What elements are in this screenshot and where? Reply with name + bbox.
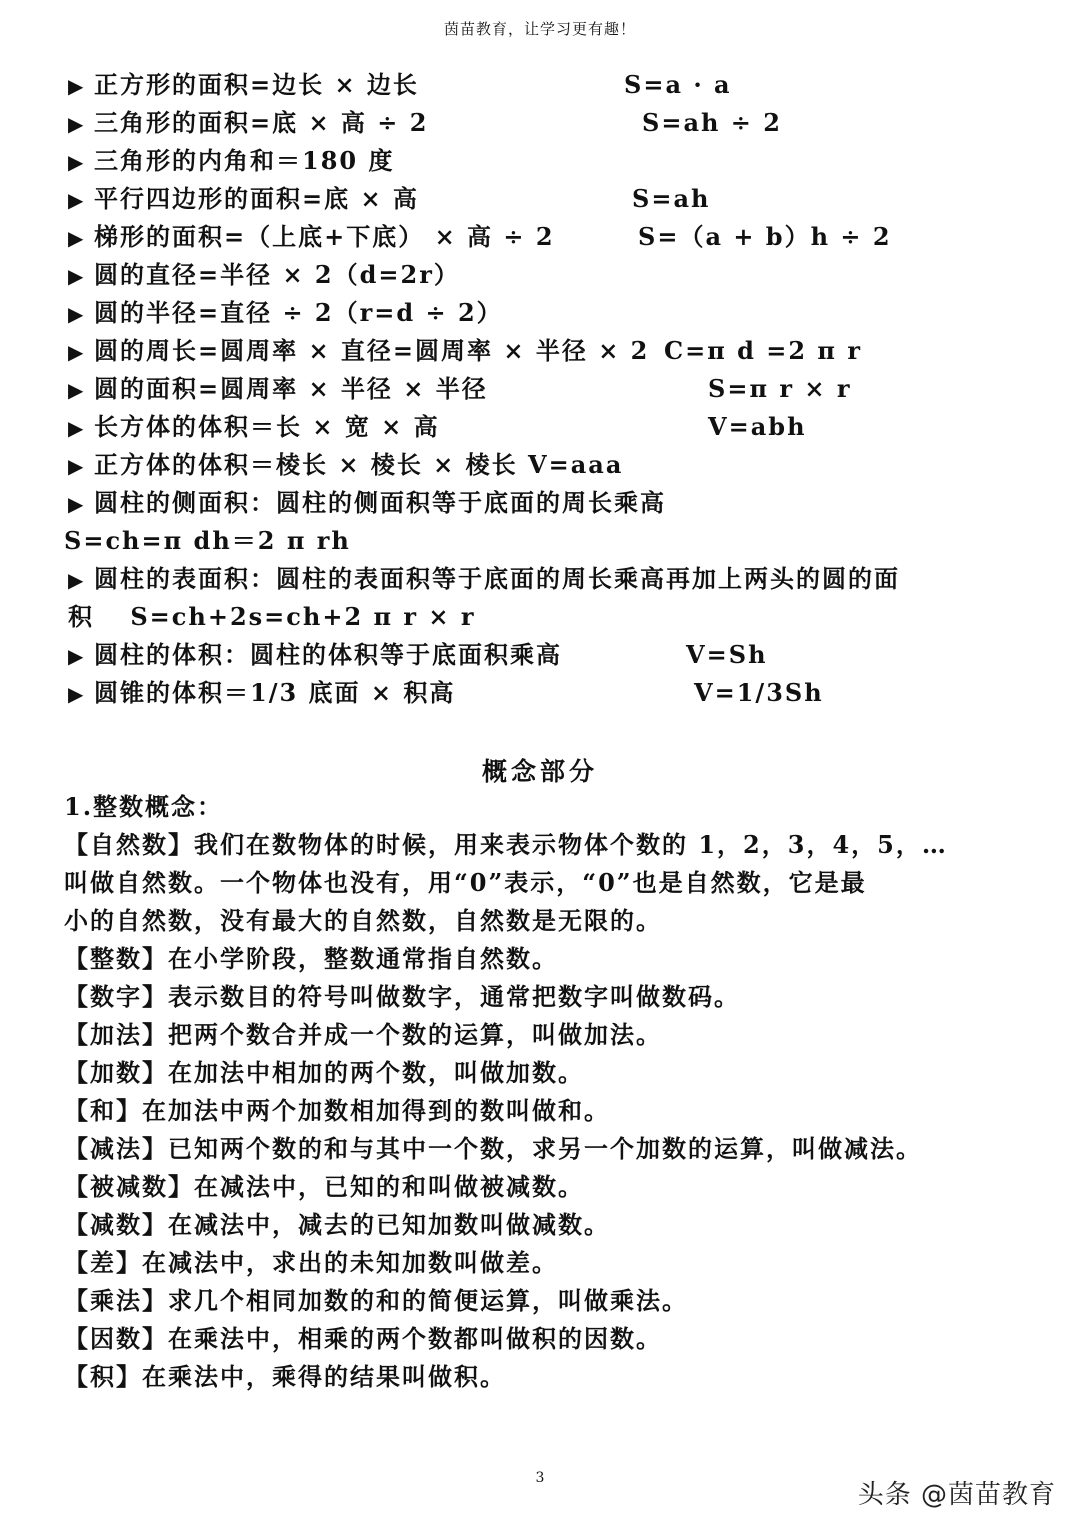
- formula-row: [68, 66, 1028, 104]
- formula-expression: S=（a + b）h ÷ 2: [638, 222, 892, 251]
- concept-line: 【差】在减法中，求出的未知加数叫做差。: [64, 1248, 558, 1277]
- formula-row: [68, 218, 1028, 256]
- formula-row: [68, 560, 1028, 598]
- triangle-bullet-icon: ▶: [68, 340, 84, 364]
- formula-expression: C=π d =2 π r: [664, 336, 862, 365]
- formula-expression: V=abh: [708, 412, 807, 441]
- triangle-bullet-icon: ▶: [68, 644, 84, 668]
- formula-row: [68, 104, 1028, 142]
- concept-subheading: 1.整数概念：: [64, 792, 224, 821]
- formula-description: 圆的面积=圆周率 × 半径 × 半径: [94, 374, 488, 403]
- formula-expression: S=ah ÷ 2: [642, 108, 782, 137]
- formula-description: 圆柱的侧面积：圆柱的侧面积等于底面的周长乘高: [94, 488, 666, 517]
- formula-description: 三角形的内角和＝180 度: [94, 146, 395, 175]
- triangle-bullet-icon: ▶: [68, 416, 84, 440]
- concept-line: 【数字】表示数目的符号叫做数字，通常把数字叫做数码。: [64, 982, 740, 1011]
- section-title: 概念部分: [481, 757, 598, 786]
- triangle-bullet-icon: ▶: [68, 454, 84, 478]
- formula-description: 圆柱的体积：圆柱的体积等于底面积乘高: [94, 640, 562, 669]
- formula-description: 梯形的面积=（上底+下底） × 高 ÷ 2: [94, 222, 555, 251]
- formula-description: 圆锥的体积＝1/3 底面 × 积高: [94, 678, 456, 707]
- page-number: 3: [535, 1470, 545, 1486]
- concept-line: 【和】在加法中两个加数相加得到的数叫做和。: [64, 1096, 610, 1125]
- triangle-bullet-icon: ▶: [68, 74, 84, 98]
- formula-row: [68, 332, 1028, 370]
- formula-row: [68, 446, 1028, 484]
- formula-expression: V=Sh: [686, 640, 768, 669]
- triangle-bullet-icon: ▶: [68, 112, 84, 136]
- triangle-bullet-icon: ▶: [68, 682, 84, 706]
- concept-line: 【乘法】求几个相同加数的和的简便运算，叫做乘法。: [64, 1286, 688, 1315]
- formula-row: [68, 142, 1028, 180]
- formula-description: 正方体的体积＝棱长 × 棱长 × 棱长 V=aaa: [94, 450, 624, 479]
- concept-line: 【整数】在小学阶段，整数通常指自然数。: [64, 944, 558, 973]
- formula-description: 圆的周长=圆周率 × 直径=圆周率 × 半径 × 2: [94, 336, 650, 365]
- concept-line: 【加法】把两个数合并成一个数的运算，叫做加法。: [64, 1020, 662, 1049]
- concept-line: 【减法】已知两个数的和与其中一个数，求另一个加数的运算，叫做减法。: [64, 1134, 922, 1163]
- formula-expression: S=ah: [632, 184, 711, 213]
- formula-expression: S=a · a: [624, 70, 732, 99]
- watermark: 头条 @茵苗教育: [857, 1480, 1056, 1510]
- formula-expression: S=ch=π dh＝2 π rh: [64, 526, 351, 555]
- formula-row: [68, 674, 1028, 712]
- formula-row: [68, 598, 1028, 636]
- formula-expression: S=π r × r: [708, 374, 852, 403]
- formula-description: 平行四边形的面积=底 × 高: [94, 184, 419, 213]
- formula-description: 圆柱的表面积：圆柱的表面积等于底面的周长乘高再加上两头的圆的面: [94, 564, 900, 593]
- formula-row: [68, 636, 1028, 674]
- formula-description: 圆的半径=直径 ÷ 2（r=d ÷ 2）: [94, 298, 503, 327]
- triangle-bullet-icon: ▶: [68, 378, 84, 402]
- formula-expression: V=1/3Sh: [694, 678, 824, 707]
- formula-description: 长方体的体积＝长 × 宽 × 高: [94, 412, 440, 441]
- concept-line: 【减数】在减法中，减去的已知加数叫做减数。: [64, 1210, 610, 1239]
- triangle-bullet-icon: ▶: [68, 226, 84, 250]
- triangle-bullet-icon: ▶: [68, 188, 84, 212]
- formula-description: 正方形的面积=边长 × 边长: [94, 70, 419, 99]
- triangle-bullet-icon: ▶: [68, 302, 84, 326]
- concept-line: 小的自然数，没有最大的自然数，自然数是无限的。: [64, 906, 662, 935]
- formula-row: [68, 484, 1028, 522]
- formula-row: [68, 408, 1028, 446]
- formula-expression: 积 S=ch+2s=ch+2 π r × r: [68, 602, 476, 631]
- triangle-bullet-icon: ▶: [68, 264, 84, 288]
- concept-line: 【自然数】我们在数物体的时候，用来表示物体个数的 1，2，3，4，5，…: [64, 830, 948, 859]
- formula-row: [68, 370, 1028, 408]
- formula-row: [68, 256, 1028, 294]
- formula-list: [64, 66, 1028, 712]
- formula-description: 圆的直径=半径 × 2（d=2r）: [94, 260, 460, 289]
- formula-description: 三角形的面积=底 × 高 ÷ 2: [94, 108, 429, 137]
- formula-row: [68, 294, 1028, 332]
- concept-list: [64, 788, 1024, 1396]
- concept-line: 【因数】在乘法中，相乘的两个数都叫做积的因数。: [64, 1324, 662, 1353]
- triangle-bullet-icon: ▶: [68, 150, 84, 174]
- concept-line: 【加数】在加法中相加的两个数，叫做加数。: [64, 1058, 584, 1087]
- triangle-bullet-icon: ▶: [68, 492, 84, 516]
- triangle-bullet-icon: ▶: [68, 568, 84, 592]
- concept-line: 【被减数】在减法中，已知的和叫做被减数。: [64, 1172, 584, 1201]
- page-header: 茵苗教育，让学习更有趣！: [443, 20, 636, 38]
- formula-row: [64, 522, 1028, 560]
- concept-line: 【积】在乘法中，乘得的结果叫做积。: [64, 1362, 506, 1391]
- concept-line: 叫做自然数。一个物体也没有，用“0”表示，“0”也是自然数，它是最: [64, 868, 867, 897]
- formula-row: [68, 180, 1028, 218]
